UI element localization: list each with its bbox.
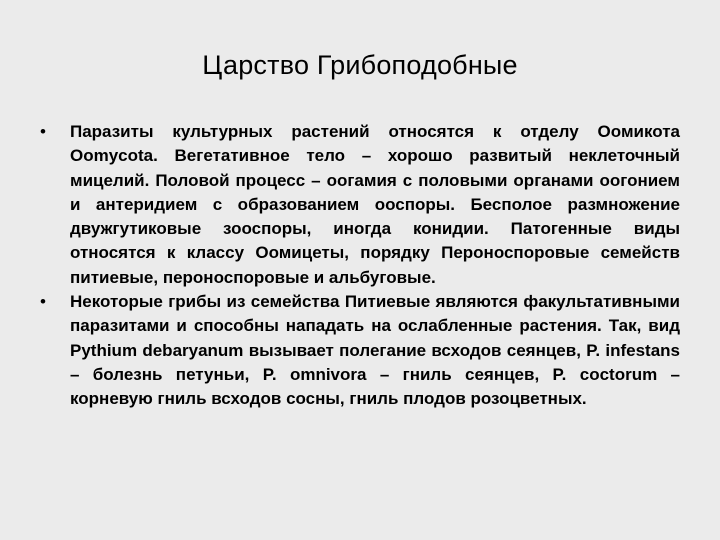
bullet-item (40, 120, 680, 290)
slide-title: Царство Грибоподобные (202, 50, 518, 80)
bullet-text: Некоторые грибы из семейства Питиевые являются факультативными паразитами и способны нападать на ослабленные растения. Так, вид Pythium debaryanum вызывает полегание всходов сеянцев, P. infestans – болезнь петуньи, P. omnivora – гниль сеянцев, P. coctorum – корневую гниль всходов сосны, гниль плодов розоцветных. (70, 292, 680, 409)
bullet-item (40, 290, 680, 411)
bullet-text: Паразиты культурных растений относятся к отделу Оомикота Oomycota. Вегетативное тело – хорошо развитый неклеточный мицелий. Половой процесс – оогамия с половыми органами оогонием и антеридием с образованием ооспоры. Бесполое размножение двужгутиковые зооспоры, иногда конидии. Патогенные виды относятся к классу Оомицеты, порядку Пероноспоровые семейств питиевые, пероноспоровые и альбуговые. (70, 122, 680, 287)
bullet-marker: • (40, 292, 46, 312)
bullet-marker: • (40, 122, 46, 141)
bullet-list (40, 120, 680, 412)
